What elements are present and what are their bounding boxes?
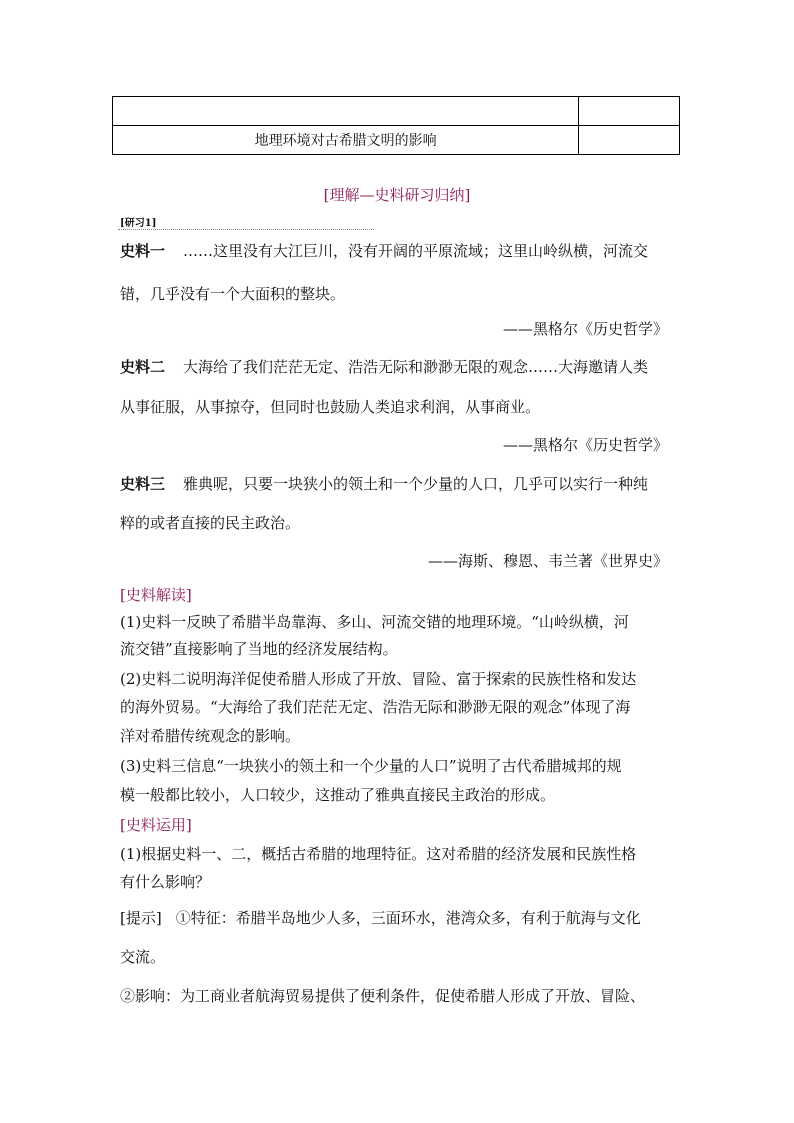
shiliao1-text: ……这里没有大江巨川，没有开阔的平原流域；这里山岭纵横，河流交: [183, 242, 649, 260]
shiliao1-source: ——黑格尔《历史哲学》: [502, 320, 668, 338]
jiedu-line: 的海外贸易。“大海给了我们茫茫无定、浩浩无际和渺渺无限的观念”体现了海: [120, 698, 631, 716]
jiedu-line: (3)史料三信息“一块狭小的领土和一个少量的人口”说明了古代希腊城邦的规: [120, 757, 622, 775]
jiedu-heading: [史料解读]: [120, 586, 192, 604]
hint-line2: 交流。: [120, 948, 166, 966]
hint-line3: ②影响：为工商业者航海贸易提供了便利条件，促使希腊人形成了开放、冒险、: [120, 987, 646, 1005]
shiliao1-label: 史料一: [120, 242, 166, 260]
question-line1: (1)根据史料一、二，概括古希腊的地理特征。这对希腊的经济发展和民族性格: [120, 845, 637, 863]
table-row: [113, 97, 680, 126]
table-cell: [579, 97, 680, 126]
hint-line1: [120, 907, 676, 929]
jiedu-line: (2)史料二说明海洋促使希腊人形成了开放、冒险、富于探索的民族性格和发达: [120, 670, 637, 688]
header-table: [112, 96, 680, 155]
jiedu-line: 洋对希腊传统观念的影响。: [120, 727, 301, 745]
shiliao2-text: 大海给了我们茫茫无定、浩浩无际和渺渺无限的观念……大海邀请人类: [183, 358, 649, 376]
shiliao3-line2: 粹的或者直接的民主政治。: [120, 514, 301, 532]
study-tag: [研习1]: [120, 218, 157, 229]
yunyong-heading: [史料运用]: [120, 816, 192, 834]
shiliao2-source: ——黑格尔《历史哲学》: [502, 436, 668, 454]
dotted-divider: [118, 229, 374, 230]
hint-text: ①特征：希腊半岛地少人多，三面环水，港湾众多，有利于航海与文化: [175, 909, 641, 927]
lesson-title: 地理环境对古希腊文明的影响: [113, 126, 579, 155]
shiliao3-label: 史料三: [120, 475, 166, 493]
shiliao3-source: ——海斯、穆恩、韦兰著《世界史》: [427, 552, 668, 570]
table-cell: [579, 126, 680, 155]
shiliao1-line2: 错，几乎没有一个大面积的整块。: [120, 285, 346, 303]
hint-label: [提示]: [120, 909, 162, 927]
shiliao1-line1: [120, 240, 676, 262]
shiliao2-line2: 从事征服，从事掠夺，但同时也鼓励人类追求利润，从事商业。: [120, 398, 541, 416]
shiliao3-line1: [120, 473, 676, 495]
jiedu-line: (1)史料一反映了希腊半岛靠海、多山、河流交错的地理环境。“山岭纵横，河: [120, 613, 629, 631]
section-title: [理解—史料研习归纳]: [323, 186, 471, 204]
shiliao3-text: 雅典呢，只要一块狭小的领土和一个少量的人口，几乎可以实行一种纯: [183, 475, 649, 493]
question-line2: 有什么影响？: [120, 873, 211, 891]
shiliao2-label: 史料二: [120, 358, 166, 376]
shiliao2-line1: [120, 356, 676, 378]
jiedu-line: 模一般都比较小，人口较少，这推动了雅典直接民主政治的形成。: [120, 786, 556, 804]
table-row: [113, 126, 680, 155]
table-cell: [113, 97, 579, 126]
jiedu-line: 流交错”直接影响了当地的经济发展结构。: [120, 640, 398, 658]
